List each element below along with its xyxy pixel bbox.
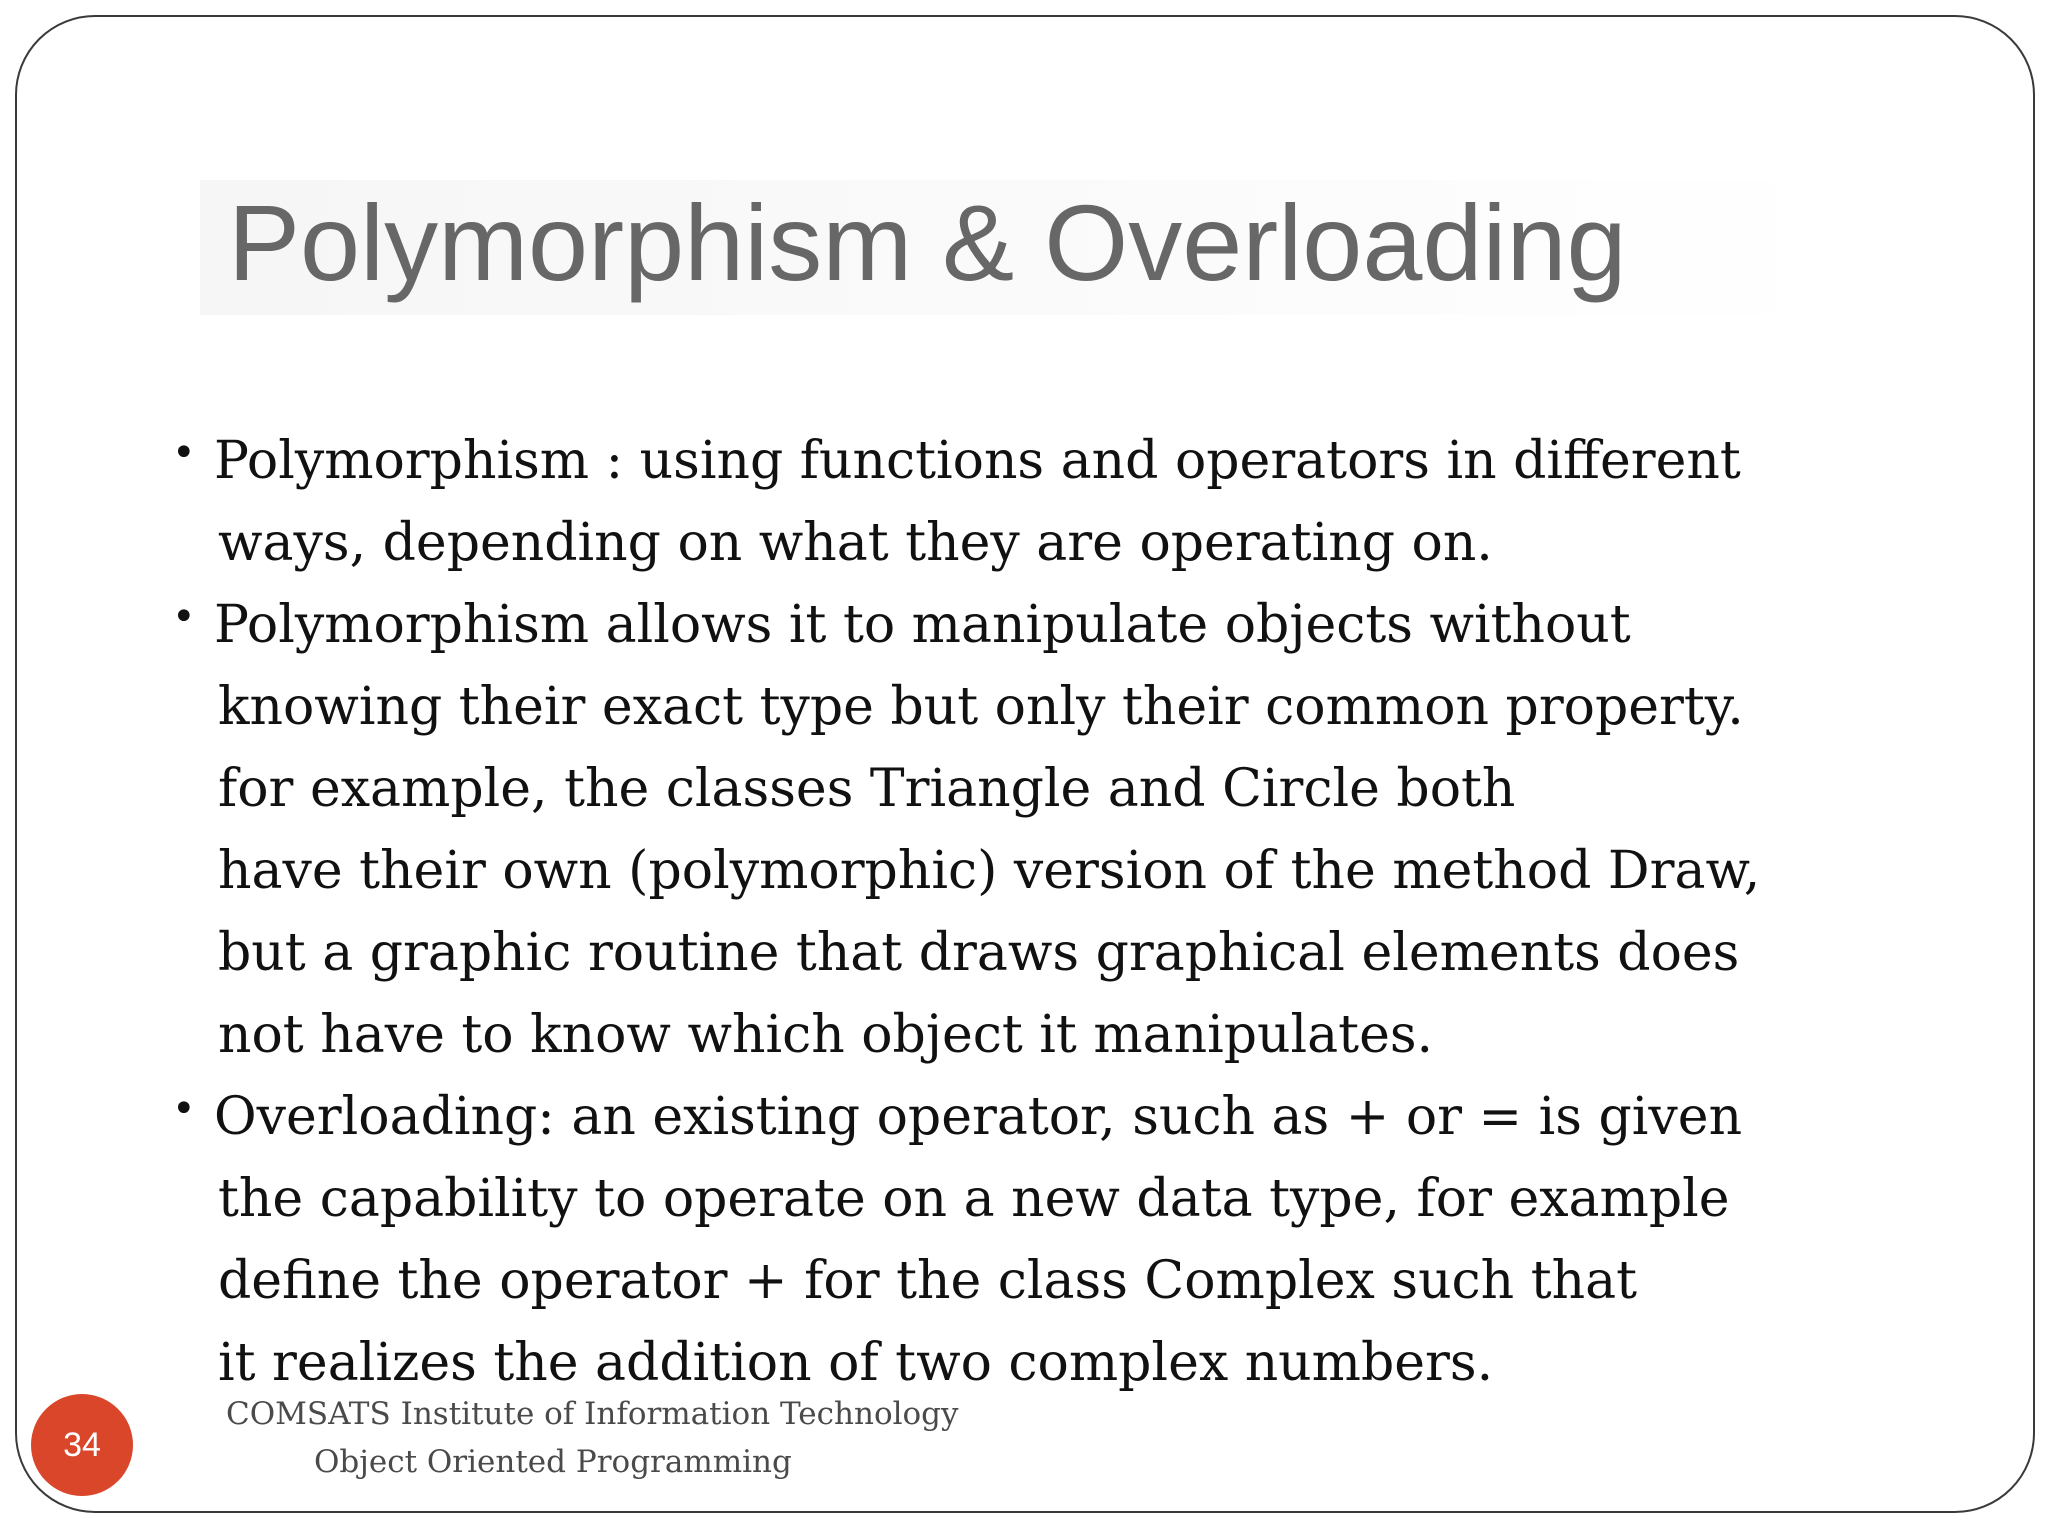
bullet-2-line-5: but a graphic routine that draws graphical elements does: [218, 923, 1740, 983]
bullet-item-3: [160, 1076, 1780, 1404]
bullet-2-line-4: have their own (polymorphic) version of the method Draw,: [218, 841, 1761, 901]
bullet-icon: •: [172, 594, 196, 640]
bullet-2-line-2: knowing their exact type but only their common property.: [218, 677, 1744, 737]
bullet-icon: •: [172, 430, 196, 476]
slide-title: Polymorphism & Overloading: [228, 182, 1627, 303]
page-number-badge: 34: [31, 1394, 133, 1496]
bullet-1-line-1: Polymorphism : using functions and operators in different: [214, 431, 1741, 491]
bullet-1-line-2: ways, depending on what they are operating on.: [218, 513, 1493, 573]
bullet-3-line-2: the capability to operate on a new data type, for example: [218, 1169, 1730, 1229]
bullet-3-line-1: Overloading: an existing operator, such as + or = is given: [214, 1087, 1743, 1147]
footer-course: Object Oriented Programming: [314, 1444, 792, 1480]
footer: [226, 1390, 959, 1486]
bullet-2-line-1: Polymorphism allows it to manipulate objects without: [214, 595, 1631, 655]
bullet-icon: •: [172, 1086, 196, 1132]
bullet-2-line-6: not have to know which object it manipulates.: [218, 1005, 1434, 1065]
footer-institute: COMSATS Institute of Information Technology: [226, 1396, 959, 1432]
bullet-item-2: [160, 584, 1780, 1076]
bullet-list: [160, 420, 1780, 1404]
bullet-item-1: [160, 420, 1780, 584]
bullet-3-line-3: define the operator + for the class Complex such that: [218, 1251, 1637, 1311]
bullet-3-line-4: it realizes the addition of two complex numbers.: [218, 1333, 1494, 1393]
bullet-2-line-3: for example, the classes Triangle and Circle both: [218, 759, 1516, 819]
